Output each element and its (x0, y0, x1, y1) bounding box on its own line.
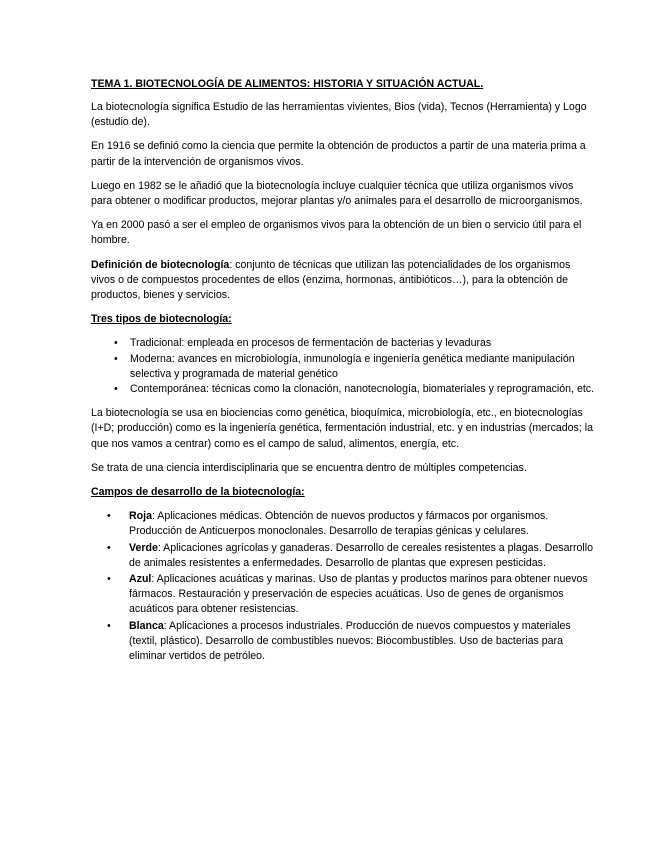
bullet-icon: • (114, 352, 118, 365)
bullet-icon: • (114, 383, 118, 396)
campo-text: : Aplicaciones a procesos industriales. Producción de nuevos compuestos y materiales (textil, plástico). Desarrollo de combustibles nuevos: Biocombustibles. Uso de bacterias para eliminar vertidos de petróleo. (129, 619, 571, 663)
campo-text: : Aplicaciones médicas. Obtención de nuevos productos y fármacos por organismos. Producción de Anticuerpos monoclonales. Desarrollo de terapias génicas y celulares. (129, 510, 549, 538)
campo-term: Blanca (129, 619, 164, 632)
bullet-icon: • (107, 541, 111, 554)
paragraph-1982: Luego en 1982 se le añadió que la biotecnología incluye cualquier técnica que utiliza organismos vivos para obtener o modificar productos, mejorar plantas y/o animales para el desarrollo de microorganismos. (91, 179, 583, 208)
definition-text: : conjunto de técnicas que utilizan las potencialidades de los organismos vivos o de compuestos procedentes de ellos (enzima, hormonas, antibióticos…), para la obtención de productos, bienes y servicios. (91, 258, 571, 302)
paragraph-uses: La biotecnología se usa en biociencias como genética, bioquímica, microbiología, etc., en biotecnologías (I+D; producción) como es la ingeniería genética, fermentación industrial, etc. y en industrias (mercados; la que nos vamos a centrar) como es el campo de salud, alimentos, energía, etc. (91, 407, 593, 450)
paragraph-1916: En 1916 se definió como la ciencia que permite la obtención de productos a partir de una materia prima a partir de la intervención de organismos vivos. (91, 140, 586, 168)
definition-paragraph (91, 258, 595, 304)
campo-term: Verde (129, 541, 158, 554)
definition-term: Definición de biotecnología (91, 258, 230, 271)
list-item-text: Moderna: avances en microbiología, inmunología e ingeniería genética mediante manipulación selectiva y programada de material genético (130, 352, 575, 380)
campo-term: Roja (129, 510, 152, 523)
list-item (91, 509, 595, 539)
bullet-icon: • (107, 510, 111, 523)
bullet-icon: • (114, 337, 118, 350)
campo-term: Azul (129, 573, 152, 586)
list-item-text: Contemporánea: técnicas como la clonación, nanotecnología, biomateriales y reprogramación, etc. (130, 383, 595, 396)
bullet-icon: • (107, 573, 111, 586)
types-heading: Tres tipos de biotecnología: (91, 313, 232, 326)
list-item (91, 382, 595, 397)
list-item (91, 619, 595, 665)
paragraph-etymology: La biotecnología significa Estudio de las herramientas vivientes, Bios (vida), Tecnos (Herramienta) y Logo (estudio de). (91, 101, 587, 129)
bullet-icon: • (107, 619, 111, 632)
document-title: TEMA 1. BIOTECNOLOGÍA DE ALIMENTOS: HISTORIA Y SITUACIÓN ACTUAL. (91, 78, 484, 90)
list-item (91, 541, 595, 571)
list-item (91, 336, 595, 351)
campo-text: : Aplicaciones acuáticas y marinas. Uso de plantas y productos marinos para obtener nuevos fármacos. Restauración y preservación de especies acuáticas. Uso de genes de organismos acuáticos para obtener resistencias. (129, 573, 588, 616)
list-item (91, 352, 595, 382)
list-item (91, 572, 595, 618)
paragraph-interdisciplinary: Se trata de una ciencia interdisciplinaria que se encuentra dentro de múltiples competencias. (91, 461, 527, 474)
list-item-text: Tradicional: empleada en procesos de fermentación de bacterias y levaduras (130, 337, 492, 350)
campo-text: : Aplicaciones agrícolas y ganaderas. Desarrollo de cereales resistentes a plagas. Desarrollo de animales resistentes a enfermedades. Desarrollo de plantas que expresen pesticidas. (129, 541, 594, 569)
campos-heading: Campos de desarrollo de la biotecnología: (91, 486, 305, 499)
paragraph-2000: Ya en 2000 pasó a ser el empleo de organismos vivos para la obtención de un bien o servicio útil para el hombre. (91, 219, 582, 247)
campos-list (91, 509, 595, 664)
types-list (91, 336, 595, 397)
